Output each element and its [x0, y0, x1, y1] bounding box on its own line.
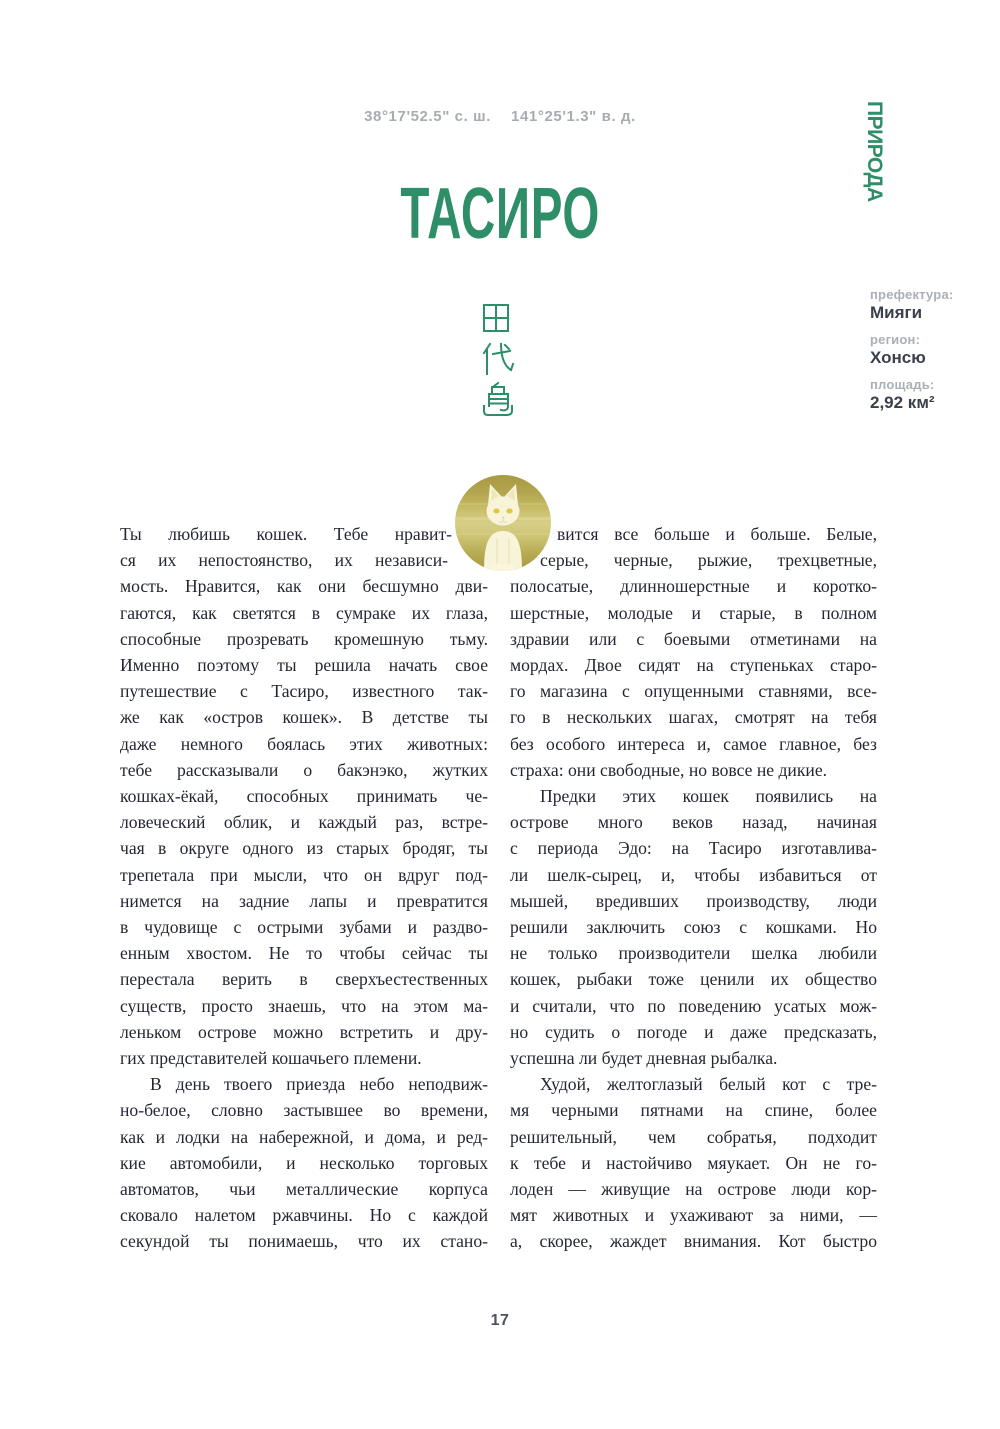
cat-eye-right: [506, 509, 512, 514]
text-line: путешествие с Тасиро, известного так-: [120, 681, 488, 702]
text-line: не только производители шелка любили: [510, 943, 877, 964]
page-title-wrap: [0, 174, 1000, 254]
text-line: шерстные, молодые и старые, в полном: [510, 602, 877, 623]
text-line: гих представителей кошачьего племени.: [120, 1048, 422, 1069]
text-line: решительный, чем собратья, подходит: [510, 1126, 877, 1147]
text-line: но судить о погоде и даже предсказать,: [510, 1021, 877, 1042]
text-line: способные прозревать кромешную тьму.: [120, 628, 488, 649]
text-line: кошках-ёкай, способных принимать че-: [120, 786, 488, 807]
text-line: Ты любишь кошек. Тебе нравит-: [120, 524, 452, 544]
kanji-column: [477, 298, 515, 421]
paragraph: [120, 1071, 488, 1254]
text-line: и считали, что по поведению усатых мож-: [510, 995, 877, 1016]
text-line: Именно поэтому ты решила начать свое: [120, 655, 488, 676]
text-line: леньком острове можно встретить и дру-: [120, 1021, 488, 1042]
island-meta: [870, 287, 990, 422]
longitude-label: 141°25'1.3" в. д.: [511, 108, 636, 125]
cat-eye-left: [493, 509, 499, 514]
text-line: мя черными пятнами на спине, более: [510, 1100, 877, 1121]
text-line: Худой, желтоглазый белый кот с тре-: [540, 1074, 877, 1095]
text-line: с периода Эдо: на Тасиро изготавлива-: [510, 838, 877, 859]
text-line: существ, просто знаешь, что на этом ма-: [120, 995, 488, 1016]
text-line: серые, черные, рыжие, трехцветные,: [540, 550, 877, 571]
text-line: В день твоего приезда небо неподвиж-: [150, 1074, 488, 1095]
text-line: без особого интереса и, самое главное, без: [510, 733, 877, 754]
text-line: решили заключить союз с кошками. Но: [510, 917, 877, 938]
meta-label-area: площадь:: [870, 377, 935, 392]
text-line: гаются, как светятся в сумраке их глаза,: [120, 602, 488, 623]
text-line: автоматов, чьи металлические корпуса: [120, 1179, 488, 1200]
meta-value-area: 2,92 км²: [870, 393, 935, 412]
meta-value-region: Хонсю: [870, 348, 926, 367]
left-column: [120, 521, 488, 1255]
page-number: 17: [490, 1312, 510, 1329]
paragraph: [510, 521, 877, 783]
meta-value-prefecture: Мияги: [870, 303, 923, 322]
text-line: успешна ли будет дневная рыбалка.: [510, 1048, 778, 1069]
meta-label-prefecture: префектура:: [870, 287, 954, 302]
text-line: кие автомобили, и несколько торговых: [120, 1152, 488, 1173]
text-line: вится все больше и больше. Белые,: [557, 524, 877, 544]
text-line: полосатые, длинношерстные и коротко-: [510, 576, 877, 597]
text-line: Предки этих кошек появились на: [540, 786, 877, 807]
paragraph: [510, 783, 877, 1071]
paragraph: [510, 1071, 877, 1254]
text-line: мят животных и ухаживают за ними, —: [510, 1205, 877, 1226]
text-line: ся их непостоянство, их независи-: [120, 550, 448, 571]
text-line: здравии или с боевыми отметинами на: [510, 628, 877, 649]
text-line: острове много веков назад, начиная: [510, 812, 877, 833]
text-line: тебе рассказывали о бакэнэко, жутких: [120, 759, 488, 780]
latitude-label: 38°17'52.5" с. ш.: [364, 108, 492, 125]
meta-label-region: регион:: [870, 332, 921, 347]
text-line: енным хвостом. Не то чтобы сейчас ты: [120, 943, 488, 964]
text-line: как и лодки на набережной, и дома, и ред-: [120, 1126, 488, 1147]
text-line: же как «остров кошек». В детстве ты: [120, 707, 488, 728]
page-title: ТАСИРО: [400, 174, 600, 254]
text-line: го магазина с опущенными ставнями, все-: [510, 681, 877, 702]
kanji-ta-icon: [477, 298, 515, 336]
text-line: мордах. Двое сидят на ступеньках старо-: [510, 655, 877, 676]
text-line: нимется на задние лапы и превратится: [120, 890, 488, 911]
text-line: чая в округе одного из старых бродяг, ты: [120, 838, 488, 859]
paragraph: [120, 521, 488, 1071]
text-line: ли шелк-сырец, и, чтобы избавиться от: [510, 864, 877, 885]
text-line: в чудовище с острыми зубами и раздво-: [120, 917, 488, 938]
text-line: го в нескольких шагах, смотрят на тебя: [510, 707, 877, 728]
text-line: страха: они свободные, но вовсе не дикие.: [510, 759, 828, 780]
text-line: к тебе и настойчиво мяукает. Он не го-: [510, 1152, 877, 1173]
text-line: мость. Нравится, как они бесшумно дви-: [120, 576, 488, 597]
category-vertical-label: ПРИРОДА: [863, 101, 886, 202]
coordinates-header: [0, 108, 1000, 125]
text-line: но-белое, словно застывшее во времени,: [120, 1100, 488, 1121]
kanji-shiro-icon: [477, 339, 515, 377]
text-line: мышей, вредивших производству, люди: [510, 890, 877, 911]
text-line: кошек, рыбаки тоже ценили их общество: [510, 969, 877, 990]
text-line: трепетала при мысли, что он вдруг под-: [120, 864, 488, 885]
text-line: секундой ты понимаешь, что их стано-: [120, 1231, 488, 1252]
text-line: а, скорее, жаждет внимания. Кот быстро: [510, 1231, 877, 1252]
text-line: лоден — живущие на острове люди кор-: [510, 1179, 877, 1200]
kanji-shima-icon: [477, 380, 515, 418]
text-line: перестала верить в сверхъестественных: [120, 969, 488, 990]
right-column: [510, 521, 877, 1255]
text-line: ловеческий облик, и каждый раз, встре-: [120, 812, 488, 833]
text-line: даже немного боялась этих животных:: [120, 733, 488, 754]
text-line: сковало налетом ржавчины. Но с каждой: [120, 1205, 488, 1226]
